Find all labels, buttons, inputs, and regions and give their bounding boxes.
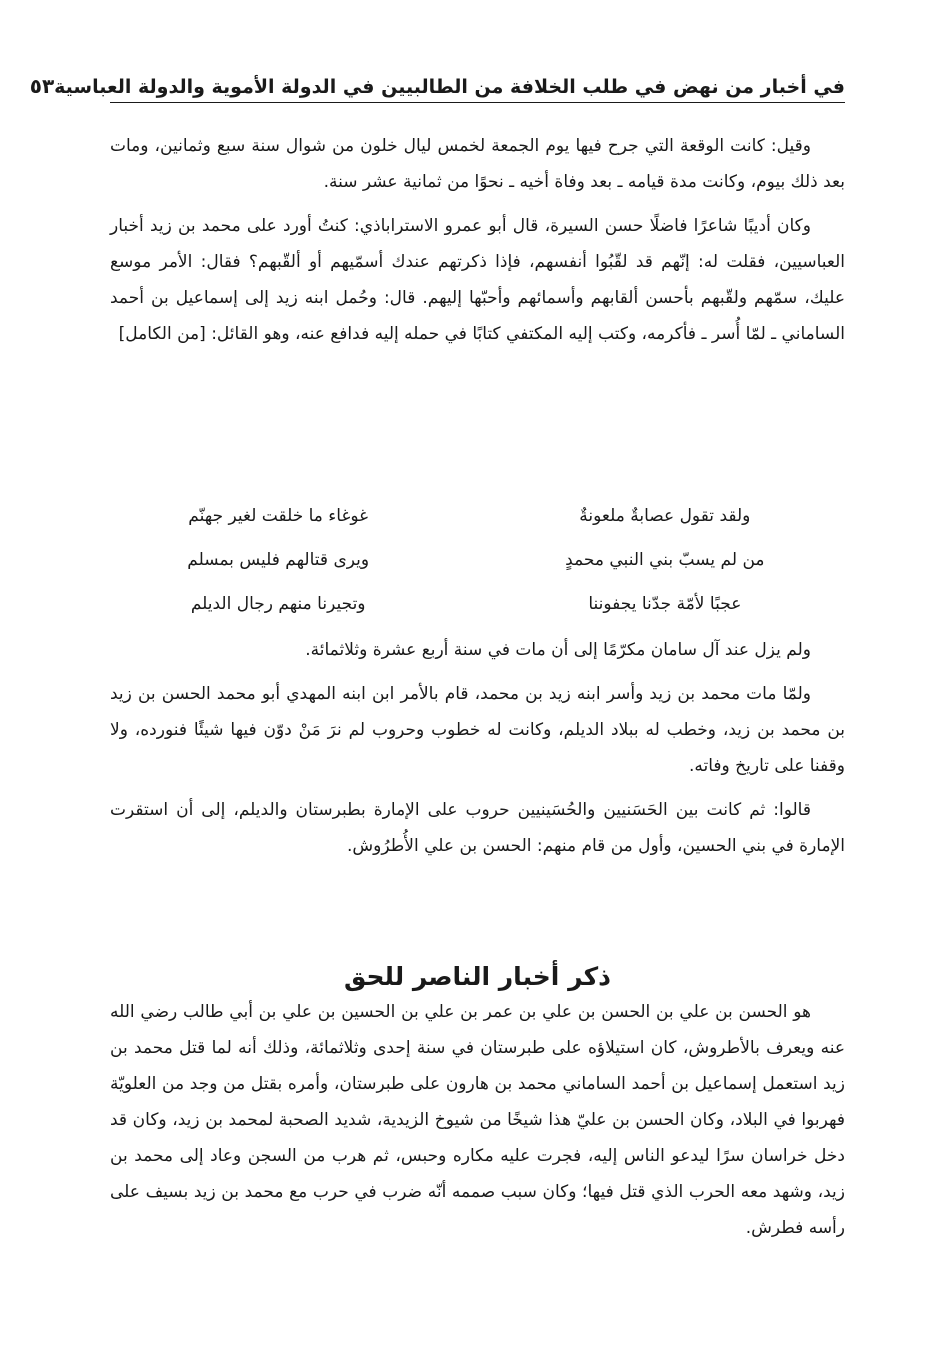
paragraph: قالوا: ثم كانت بين الحَسَنيين والحُسَينيين حروب على الإمارة بطبرستان والديلم، إلى أن استقرت الإمارة في بني الحسين، وأول من قام منهم: الحسن بن علي الأُطرُوش. [110,800,845,856]
section-text [110,994,845,1254]
paragraph: ولمّا مات محمد بن زيد وأسر ابنه زيد بن محمد، قام بالأمر ابن ابنه المهدي أبو محمد الحسن بن زيد بن محمد بن زيد، وخطب له ببلاد الديلم، وكانت له خطوب وحروب لم نرَ مَنْ دوّن فيها شيئًا فنورده، ولا وقفنا على تاريخ وفاته. [110,684,845,776]
poem-verse [120,582,823,626]
middle-text [110,632,845,872]
poem-second-hemistich: غوغاء ما خلقت لغير جهنّم [188,506,369,526]
paragraph: وقيل: كانت الوقعة التي جرح فيها يوم الجمعة لخمس ليال خلون من شوال سنة سبع وثمانين، ومات بعد ذلك بيوم، وكانت مدة قيامه ـ بعد وفاة أخيه ـ نحوًا من ثمانية عشر سنة. [110,136,845,192]
poem-first-hemistich: عجبًا لأمّة جدّنا يجفوننا [588,594,742,614]
poem-second-hemistich: وتجيرنا منهم رجال الديلم [190,594,366,614]
poem-verse [120,538,823,582]
poem [120,494,823,626]
running-title: في أخبار من نهض في طلب الخلافة من الطالبيين في الدولة الأموية والدولة العباسية [54,76,845,98]
paragraph: ولم يزل عند آل سامان مكرّمًا إلى أن مات في سنة أربع عشرة وثلاثمائة. [305,640,811,660]
section-title: ذكر أخبار الناصر للحق [343,961,611,991]
page-number: ٥٣ [29,74,55,98]
running-header [29,64,845,103]
paragraph: وكان أديبًا شاعرًا فاضلًا حسن السيرة، قال أبو عمرو الاستراباذي: كنتُ أورد على محمد بن زيد أخبار العباسيين، فقلت له: إنّهم قد لقّبُوا أنفسهم، فإذا ذكرتهم عندك أسمّيهم أو ألقّبهم؟ فقال: الأمر موسع عليك، سمّهم ولقّبهم بأحسن ألقابهم وأسمائهم وأحبّها إليهم. قال: وحُمل ابنه زيد إلى إسماعيل بن أحمد الساماني ـ لمّا أُسر ـ فأكرمه، وكتب إليه المكتفي كتابًا في حمله إليه فدافع عنه، وهو القائل: [من الكامل] [110,216,845,344]
poem-second-hemistich: ويرى قتالهم فليس بمسلم [187,550,370,570]
poem-first-hemistich: ولقد تقول عصابةٌ ملعونةٌ [579,506,751,526]
paragraph: هو الحسن بن علي بن الحسن بن علي بن عمر بن علي بن الحسين بن علي بن أبي طالب رضي الله عنه ويعرف بالأطروش، كان استيلاؤه على طبرستان في سنة إحدى وثلاثمائة، وذلك أنه لما قتل محمد بن زيد استعمل إسماعيل بن أحمد الساماني محمد بن هارون على طبرستان، وأمره بقتل من وجد من العلويّة فهربوا في البلاد، وكان الحسن بن عليّ هذا شيخًا من شيوخ الزيدية، شديد الصحبة لمحمد بن زيد، وكان قد دخل خراسان سرًا ليدعو الناس إليه، فجرت عليه مكاره وحبس، ثم هرب من السجن وعاد إلى محمد بن زيد، وشهد معه الحرب الذي قتل فيها؛ وكان سبب صممه أنّه ضرب في حرب مع محمد بن زيد بسيف على رأسه فطرش. [110,1002,845,1238]
opening-text [110,128,845,360]
poem-verse [120,494,823,538]
poem-first-hemistich: من لم يسبّ بني النبي محمدٍ [565,550,765,570]
